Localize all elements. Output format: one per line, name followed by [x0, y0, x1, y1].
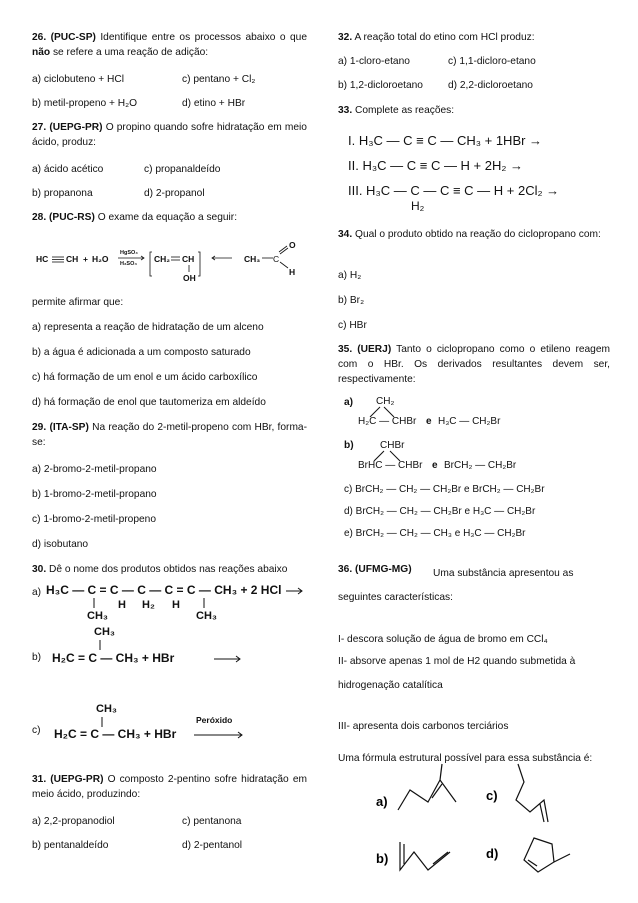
- q32-options-row2: [338, 78, 533, 93]
- q35-option-a-and: e: [426, 416, 432, 427]
- q28-option-d: d) há formação de enol que tautomeriza em aldeído: [32, 397, 266, 408]
- q28-aldehyde-h: H: [289, 267, 296, 277]
- q28-catalyst-1: HgSO₄: [120, 250, 138, 256]
- q30-item-c-ch3: CH₃: [96, 703, 117, 715]
- q27-number: 27.: [32, 122, 47, 133]
- question-35: [338, 342, 610, 387]
- q30-item-a-h3: H: [172, 599, 180, 611]
- q28-enol-ch2: CH₂: [154, 254, 171, 264]
- q26-option-d: d) etino + HBr: [182, 98, 246, 109]
- q35-option-a-ch2: CH₂: [376, 396, 395, 407]
- q33-reaction-iii-h2: H₂: [411, 199, 425, 213]
- q27-option-b: b) propanona: [32, 188, 93, 199]
- q30-item-c-formula: H₂C = C — CH₃ + HBr: [54, 727, 177, 741]
- q35-option-b-and: e: [432, 460, 438, 471]
- q30-item-c-arrow: [192, 727, 244, 743]
- q31-number: 31.: [32, 774, 47, 785]
- q36-structure-c: [516, 764, 548, 822]
- q29-source: (ITA-SP): [49, 422, 89, 433]
- q32-number: 32.: [338, 32, 353, 43]
- q28-option-a: a) representa a reação de hidratação de um alceno: [32, 322, 264, 333]
- q36-option-b-label: b): [376, 851, 389, 866]
- q28-catalyst-2: H₂SO₄: [120, 261, 137, 267]
- q30-item-b-arrow: [212, 651, 242, 667]
- q29-number: 29.: [32, 422, 47, 433]
- question-27: [32, 120, 307, 150]
- q30-item-c-label: c): [32, 725, 41, 736]
- q27-option-c: c) propanaldeído: [144, 164, 221, 175]
- q35-option-e: e) BrCH₂ — CH₂ — CH₃ e H₃C — CH₂Br: [344, 528, 526, 539]
- q30-item-b-bond: [98, 639, 104, 651]
- q31-option-c: c) pentanona: [182, 816, 242, 827]
- q29-option-c: c) 1-bromo-2-metil-propeno: [32, 514, 156, 525]
- q32-option-a: a) 1-cloro-etano: [338, 56, 410, 67]
- q26-number: 26.: [32, 32, 47, 43]
- q34-text: Qual o produto obtido na reação do ciclopropano com:: [355, 229, 601, 240]
- q28-aldehyde-ch3: CH₃: [244, 254, 261, 264]
- q32-option-d: d) 2,2-dicloroetano: [448, 80, 533, 91]
- question-32: [338, 30, 535, 45]
- q36-number: 36.: [338, 564, 353, 575]
- q28-number: 28.: [32, 212, 47, 223]
- q27-text: O propino quando sofre hidratação em meio ácido, produz:: [32, 122, 307, 148]
- q32-text: A reação total do etino com HCl produz:: [354, 32, 535, 43]
- q27-options-row1: [32, 162, 220, 177]
- q36-option-c-label: c): [486, 788, 498, 803]
- q36-question: Uma fórmula estrutural possível para essa substância é:: [338, 753, 593, 764]
- q35-option-a-label: a): [344, 397, 354, 408]
- q27-option-a: a) ácido acético: [32, 164, 104, 175]
- q28-option-b: b) a água é adicionada a um composto saturado: [32, 347, 251, 358]
- q36-text: Uma substância apresentou as seguintes características:: [338, 568, 574, 603]
- q29-option-d: d) isobutano: [32, 539, 89, 550]
- q30-item-a-arrow: [284, 583, 304, 599]
- q30-item-b-formula: H₂C = C — CH₃ + HBr: [52, 651, 175, 665]
- q36-feature-ii: II- absorve apenas 1 mol de H2 quando submetida à hidrogenação catalítica: [338, 656, 576, 691]
- q35-option-d: d) BrCH₂ — CH₂ — CH₂Br e H₃C — CH₂Br: [344, 506, 536, 517]
- q26-option-a: a) ciclobuteno + HCl: [32, 74, 125, 85]
- q35-option-a-right: H₃C — CH₂Br: [438, 416, 501, 427]
- q30-item-a-ch3-left: CH₃: [87, 610, 108, 622]
- q33-reaction-i: I. H₃C — C ≡ C — CH₃ + 1HBr →: [348, 133, 543, 148]
- q36-structures: [338, 760, 610, 880]
- q28-enol-oh: OH: [183, 273, 196, 283]
- q32-options-row1: [338, 54, 536, 69]
- q26-options-row2: [32, 96, 245, 111]
- q28-plus: +: [83, 254, 88, 264]
- q29-text: Na reação do 2-metil-propeno com HBr, forma-se:: [32, 422, 307, 448]
- q32-option-b: b) 1,2-dicloroetano: [338, 80, 423, 91]
- q28-aldehyde-o: O: [289, 240, 296, 250]
- question-26: [32, 30, 307, 60]
- svg-text:C: C: [273, 254, 280, 264]
- q28-reactant-water: H₂O: [92, 254, 109, 264]
- q34-option-a: a) H₂: [338, 270, 362, 281]
- q27-option-d: d) 2-propanol: [144, 188, 205, 199]
- q34-option-c: c) HBr: [338, 320, 367, 331]
- q35-option-b-label: b): [344, 440, 354, 451]
- question-28: [32, 210, 307, 225]
- q26-option-c: c) pentano + Cl₂: [182, 74, 256, 85]
- q34-number: 34.: [338, 229, 353, 240]
- q33-reaction-iii: III. H₃C — C — C ≡ C — H + 2Cl₂ →: [348, 183, 560, 198]
- q28-intro: permite afirmar que:: [32, 297, 124, 308]
- q28-text: O exame da equação a seguir:: [97, 212, 238, 223]
- q33-reaction-ii: II. H₃C — C ≡ C — H + 2H₂ →: [348, 158, 524, 173]
- q29-option-b: b) 1-bromo-2-metil-propano: [32, 489, 157, 500]
- q36-source: (UFMG-MG): [355, 564, 412, 575]
- q35-option-a-ring-text: H₂C — CHBr: [358, 416, 417, 427]
- q28-equation: [32, 232, 307, 292]
- q26-text: Identifique entre os processos abaixo o que: [100, 32, 307, 43]
- q34-option-b: b) Br₂: [338, 295, 365, 306]
- question-29: [32, 420, 307, 450]
- q35-text: Tanto o ciclopropano como o etileno reagem com o HBr. Os derivados resultantes devem ser, respectivamente:: [338, 344, 610, 385]
- q27-source: (UEPG-PR): [49, 122, 103, 133]
- q36-option-a-label: a): [376, 794, 388, 809]
- q28-reactant-hc: HC: [36, 254, 49, 264]
- q27-options-row2: [32, 186, 205, 201]
- q30-item-a-label: a): [32, 587, 42, 598]
- q30-item-a-bonds: [32, 596, 232, 610]
- q30-item-b-label: b): [32, 652, 42, 663]
- q31-option-d: d) 2-pentanol: [182, 840, 243, 851]
- q31-option-a: a) 2,2-propanodiol: [32, 816, 115, 827]
- q30-item-a-h1: H: [118, 599, 126, 611]
- q28-reactant-ch: CH: [66, 254, 79, 264]
- question-30: [32, 562, 307, 577]
- q28-option-c: c) há formação de um enol e um ácido carboxílico: [32, 372, 258, 383]
- q33-number: 33.: [338, 105, 353, 116]
- q36-feature-i: I- descora solução de água de bromo em CCl₄: [338, 634, 548, 645]
- q31-options-row1: [32, 814, 241, 829]
- q31-source: (UEPG-PR): [50, 774, 104, 785]
- q30-item-a-formula: H₃C — C = C — C — C = C — CH₃ + 2 HCl: [46, 583, 282, 597]
- q28-enol-ch: CH: [182, 254, 195, 264]
- q30-item-c-catalyst: Peróxido: [196, 715, 233, 725]
- q36-feature-iii: III- apresenta dois carbonos terciários: [338, 721, 509, 732]
- q30-item-a-ch3-right: CH₃: [196, 610, 217, 622]
- q26-emphasis: não: [32, 47, 51, 58]
- q28-source: (PUC-RS): [49, 212, 95, 223]
- q35-number: 35.: [338, 344, 353, 355]
- q26-source: (PUC-SP): [50, 32, 96, 43]
- q26-option-b: b) metil-propeno + H₂O: [32, 98, 138, 109]
- question-34: [338, 227, 610, 242]
- q35-option-c: c) BrCH₂ — CH₂ — CH₂Br e BrCH₂ — CH₂Br: [344, 484, 545, 495]
- q33-text: Complete as reações:: [355, 105, 455, 116]
- q31-text: O composto 2-pentino sofre hidratação em meio ácido, produzindo:: [32, 774, 307, 800]
- q36-option-d-label: d): [486, 846, 499, 861]
- q31-option-b: b) pentanaldeído: [32, 840, 109, 851]
- q30-text: Dê o nome dos produtos obtidos nas reações abaixo: [49, 564, 288, 575]
- q26-options-row1: [32, 72, 255, 87]
- q30-number: 30.: [32, 564, 47, 575]
- q35-option-b-right: BrCH₂ — CH₂Br: [444, 460, 517, 471]
- q36-structure-a: [398, 780, 456, 810]
- q35-option-b-chbr: CHBr: [380, 440, 405, 451]
- q30-item-a-h2: H₂: [142, 599, 155, 611]
- question-31: [32, 772, 307, 802]
- q30-item-b-ch3: CH₃: [94, 626, 115, 638]
- q36-structure-d: [524, 838, 554, 872]
- q29-option-a: a) 2-bromo-2-metil-propano: [32, 464, 157, 475]
- question-33: [338, 103, 454, 118]
- q35-option-b-ring-text: BrHC — CHBr: [358, 460, 423, 471]
- q31-options-row2: [32, 838, 242, 853]
- q35-source: (UERJ): [357, 344, 392, 355]
- q26-text-end: se refere a uma reação de adição:: [50, 47, 209, 58]
- q32-option-c: c) 1,1-dicloro-etano: [448, 56, 536, 67]
